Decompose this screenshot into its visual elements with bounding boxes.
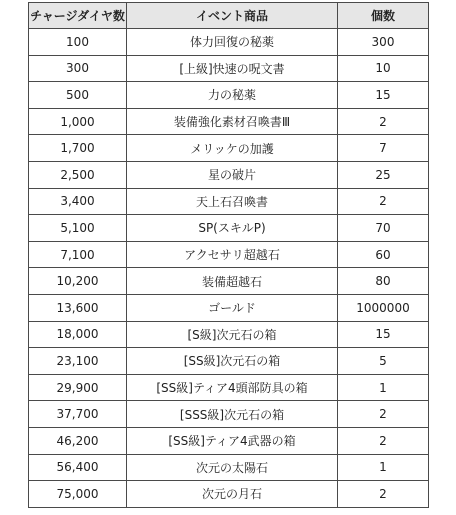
cell-event-item: 装備強化素材召喚書Ⅲ: [127, 108, 338, 135]
cell-event-item: 次元の太陽石: [127, 454, 338, 481]
table-row: [29, 215, 429, 242]
cell-event-item: [上級]快速の呪文書: [127, 55, 338, 82]
cell-charge-diamonds: 75,000: [29, 481, 127, 508]
cell-quantity: 15: [338, 82, 429, 109]
table-header-row: [29, 3, 429, 29]
cell-charge-diamonds: 300: [29, 55, 127, 82]
header-charge-diamonds: チャージダイヤ数: [29, 3, 127, 29]
cell-quantity: 10: [338, 55, 429, 82]
table-row: [29, 188, 429, 215]
table-row: [29, 401, 429, 428]
cell-quantity: 7: [338, 135, 429, 162]
cell-charge-diamonds: 3,400: [29, 188, 127, 215]
cell-event-item: ゴールド: [127, 294, 338, 321]
cell-event-item: [SSS級]次元石の箱: [127, 401, 338, 428]
table-row: [29, 321, 429, 348]
cell-event-item: 次元の月石: [127, 481, 338, 508]
cell-quantity: 2: [338, 188, 429, 215]
cell-event-item: [SS級]ティア4武器の箱: [127, 427, 338, 454]
cell-quantity: 80: [338, 268, 429, 295]
cell-quantity: 70: [338, 215, 429, 242]
table-row: [29, 82, 429, 109]
cell-charge-diamonds: 7,100: [29, 241, 127, 268]
table-row: [29, 108, 429, 135]
cell-charge-diamonds: 1,000: [29, 108, 127, 135]
cell-charge-diamonds: 2,500: [29, 161, 127, 188]
cell-quantity: 5: [338, 348, 429, 375]
table-row: [29, 374, 429, 401]
cell-quantity: 300: [338, 29, 429, 56]
cell-quantity: 1: [338, 374, 429, 401]
cell-charge-diamonds: 18,000: [29, 321, 127, 348]
cell-quantity: 2: [338, 427, 429, 454]
cell-charge-diamonds: 5,100: [29, 215, 127, 242]
table-row: [29, 294, 429, 321]
cell-charge-diamonds: 29,900: [29, 374, 127, 401]
table-row: [29, 161, 429, 188]
table-row: [29, 348, 429, 375]
cell-quantity: 25: [338, 161, 429, 188]
cell-event-item: アクセサリ超越石: [127, 241, 338, 268]
cell-charge-diamonds: 46,200: [29, 427, 127, 454]
header-quantity: 個数: [338, 3, 429, 29]
cell-quantity: 15: [338, 321, 429, 348]
table-row: [29, 29, 429, 56]
cell-charge-diamonds: 13,600: [29, 294, 127, 321]
cell-quantity: 2: [338, 401, 429, 428]
table-row: [29, 427, 429, 454]
cell-event-item: [S級]次元石の箱: [127, 321, 338, 348]
cell-quantity: 2: [338, 108, 429, 135]
cell-event-item: 星の破片: [127, 161, 338, 188]
cell-event-item: 装備超越石: [127, 268, 338, 295]
cell-event-item: [SS級]次元石の箱: [127, 348, 338, 375]
cell-quantity: 60: [338, 241, 429, 268]
table-row: [29, 481, 429, 508]
cell-charge-diamonds: 1,700: [29, 135, 127, 162]
cell-charge-diamonds: 37,700: [29, 401, 127, 428]
cell-event-item: 天上石召喚書: [127, 188, 338, 215]
cell-charge-diamonds: 23,100: [29, 348, 127, 375]
cell-event-item: 力の秘薬: [127, 82, 338, 109]
cell-charge-diamonds: 100: [29, 29, 127, 56]
table-row: [29, 454, 429, 481]
cell-event-item: 体力回復の秘薬: [127, 29, 338, 56]
table-row: [29, 55, 429, 82]
header-event-item: イベント商品: [127, 3, 338, 29]
cell-charge-diamonds: 56,400: [29, 454, 127, 481]
cell-quantity: 2: [338, 481, 429, 508]
cell-charge-diamonds: 10,200: [29, 268, 127, 295]
event-reward-table: [28, 2, 429, 508]
cell-event-item: [SS級]ティア4頭部防具の箱: [127, 374, 338, 401]
cell-event-item: SP(スキルP): [127, 215, 338, 242]
table-row: [29, 268, 429, 295]
cell-event-item: メリッケの加護: [127, 135, 338, 162]
cell-quantity: 1000000: [338, 294, 429, 321]
table-row: [29, 241, 429, 268]
table-row: [29, 135, 429, 162]
cell-quantity: 1: [338, 454, 429, 481]
cell-charge-diamonds: 500: [29, 82, 127, 109]
